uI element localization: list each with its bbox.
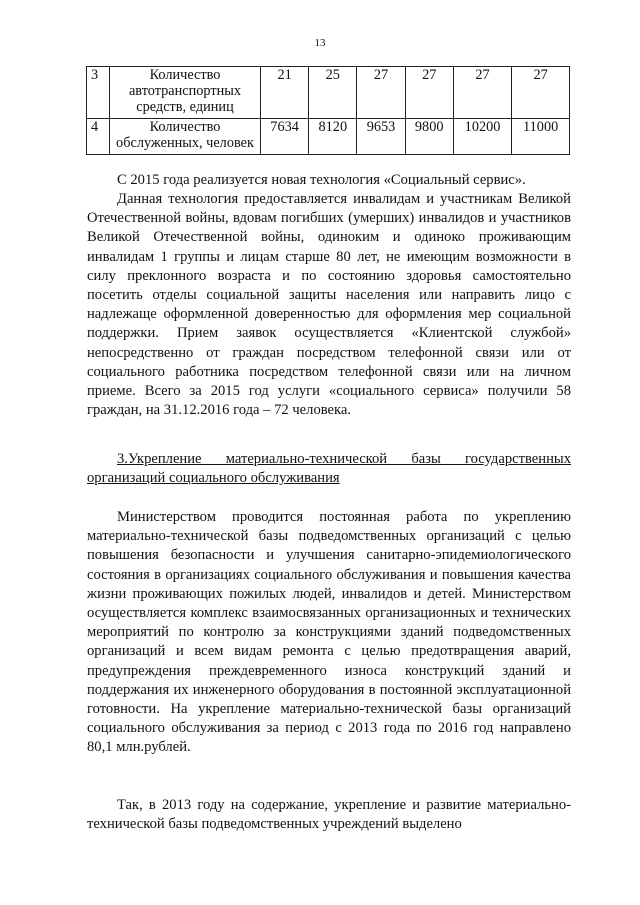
- table-cell-label: Количество обслуженных, человек: [110, 119, 261, 155]
- table-cell-label: Количество автотранспортных средств, единиц: [110, 67, 261, 119]
- table-cell-value: 7634: [261, 119, 309, 155]
- table-cell-row-number: 3: [87, 67, 110, 119]
- table-cell-value: 11000: [512, 119, 570, 155]
- paragraph-social-service-intro: С 2015 года реализуется новая технология «Социальный сервис».: [117, 172, 526, 188]
- section-heading: 3.Укрепление материально-технической базы государственных организаций социального обслуживания: [87, 451, 571, 487]
- table-cell-value: 9800: [405, 119, 453, 155]
- table-cell-value: 9653: [357, 119, 405, 155]
- paragraph-social-service-details: Данная технология предоставляется инвалидам и участникам Великой Отечественной войны, вдовам погибших (умерших) инвалидов и участников Великой Отечественной войны, одиноким и одиноко проживающим инвалидам 1 группы и лицам старше 80 лет, не имеющим возможности в силу преклонного возраста и по состоянию здоровья самостоятельно посетить отделы социальной защиты населения или направить лицо с надлежаще оформленной доверенностью для оформления мер социальной поддержки. Прием заявок осуществляется «Клиентской службой» непосредственно от граждан посредством телефонной связи или от социального работника посредством телефонной связи или на личном приеме. Всего за 2015 год услуги «социального сервиса» получили 58 граждан, на 31.12.2016 года – 72 человека.: [87, 191, 571, 419]
- table-cell-value: 27: [357, 67, 405, 119]
- table-cell-row-number: 4: [87, 119, 110, 155]
- table-row: [87, 119, 570, 155]
- table-row: [87, 67, 570, 119]
- table-cell-value: 10200: [453, 119, 511, 155]
- table-cell-value: 8120: [309, 119, 357, 155]
- page-number: 13: [314, 37, 326, 49]
- statistics-table: [86, 66, 570, 155]
- table-cell-value: 27: [405, 67, 453, 119]
- paragraph-funding-2013: Так, в 2013 году на содержание, укрепление и развитие материально-технической базы подведомственных учреждений выделено: [87, 797, 571, 833]
- table-cell-value: 25: [309, 67, 357, 119]
- table-cell-value: 27: [512, 67, 570, 119]
- table-cell-value: 27: [453, 67, 511, 119]
- table-cell-value: 21: [261, 67, 309, 119]
- paragraph-material-base: Министерством проводится постоянная работа по укреплению материально-технической базы подведомственных организаций с целью повышения безопасности и улучшения санитарно-эпидемиологического состояния в организациях социального обслуживания и повышения качества жизни проживающих пожилых людей, инвалидов и детей. Министерством осуществляется комплекс взаимосвязанных организационных и технических мероприятий по контролю за конструкциями зданий подведомственных организаций и всем видам ремонта с целью предотвращения аварий, предупреждения преждевременного износа конструкций зданий и поддержания их инженерного оборудования в постоянной эксплуатационной готовности. На укрепление материально-технической базы организаций социального обслуживания за период с 2013 года по 2016 год направлено 80,1 млн.рублей.: [87, 509, 571, 756]
